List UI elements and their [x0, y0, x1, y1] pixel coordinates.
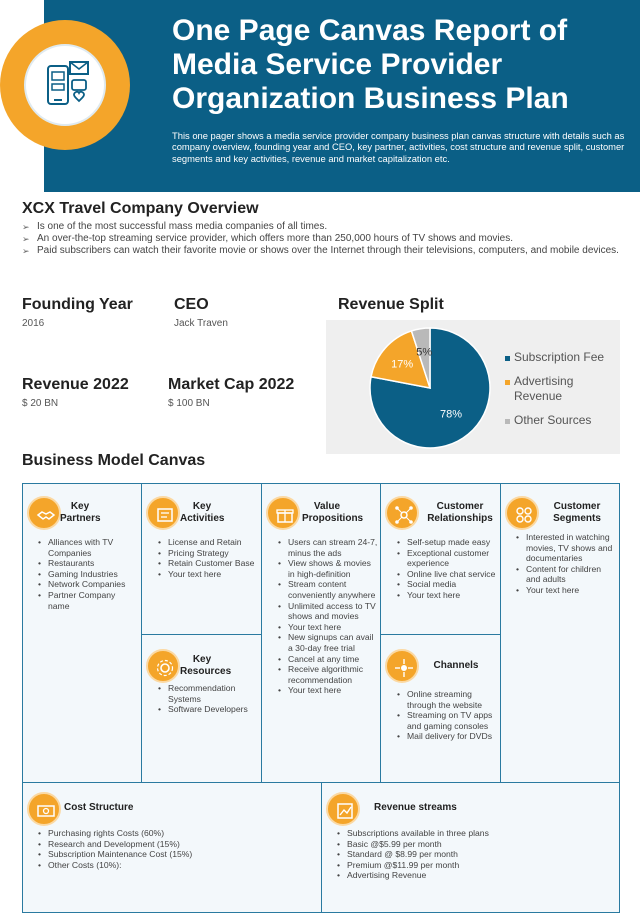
- cost-structure-list: [38, 828, 308, 870]
- activities-icon: [146, 496, 180, 530]
- grid-line: [261, 483, 262, 782]
- founding-year-value: 2016: [22, 318, 45, 329]
- ceo-label: CEO: [174, 296, 209, 313]
- segments-icon: [505, 496, 539, 530]
- list-item: • Premium @$11.99 per month: [337, 860, 607, 871]
- list-item: • Streaming on TV apps and gaming consoles: [397, 710, 497, 731]
- grid-line: [22, 483, 620, 484]
- list-item: • View shows & movies in high-definition: [278, 558, 378, 579]
- ceo-value: Jack Traven: [174, 318, 228, 329]
- list-item: • Online streaming through the website: [397, 689, 497, 710]
- list-item: • License and Retain: [158, 537, 258, 548]
- legend-item: Advertising Revenue: [505, 374, 617, 404]
- list-item: • Network Companies: [38, 579, 138, 590]
- list-item: • Mail delivery for DVDs: [397, 731, 497, 742]
- pie-data-label: 17%: [391, 358, 414, 371]
- revenue-value: $ 20 BN: [22, 398, 59, 409]
- list-item: • Subscription Maintenance Cost (15%): [38, 849, 308, 860]
- list-item: • Self-setup made easy: [397, 537, 499, 548]
- grid-line: [141, 634, 261, 635]
- page-subtitle: This one pager shows a media service provider company business plan canvas structure with details such as company overview, founding year and CEO, key partner, activities, cost structure and revenue split, customer segments and key activities, revenue and market capitalization etc.: [172, 130, 625, 164]
- market-cap-label: Market Cap 2022: [168, 376, 295, 393]
- list-item: • Exceptional customer experience: [397, 548, 499, 569]
- list-item: • Other Costs (10%):: [38, 860, 308, 871]
- list-item: • Recommendation Systems: [158, 683, 258, 704]
- key-activities-list: [158, 537, 258, 579]
- network-icon: [385, 496, 419, 530]
- list-item: • Your text here: [278, 685, 378, 696]
- money-icon: [27, 792, 61, 826]
- revenue-label: Revenue 2022: [22, 376, 129, 393]
- grid-line: [141, 483, 142, 782]
- overview-bullet: ➢ An over-the-top streaming service provider, which offers more than 250,000 hours of TV shows and movies.: [22, 233, 513, 245]
- customer-segments-list: [516, 532, 616, 596]
- list-item: • Cancel at any time: [278, 654, 378, 665]
- value-propositions-list: [278, 537, 378, 696]
- list-item: • Research and Development (15%): [38, 839, 308, 850]
- list-item: • Restaurants: [38, 558, 138, 569]
- media-service-logo-icon: [24, 44, 106, 126]
- list-item: • Online live chat service: [397, 569, 499, 580]
- customer-relationships-list: [397, 537, 499, 601]
- grid-line: [380, 483, 381, 782]
- cost-structure-heading: Cost Structure: [64, 802, 134, 813]
- founding-year-label: Founding Year: [22, 296, 133, 313]
- gears-icon: [146, 649, 180, 683]
- grid-line: [380, 634, 500, 635]
- list-item: • Subscriptions available in three plans: [337, 828, 607, 839]
- arrow-bullet-icon: ➢: [22, 234, 30, 245]
- grid-line: [321, 782, 322, 913]
- business-model-canvas-title: Business Model Canvas: [22, 452, 206, 469]
- market-cap-value: $ 100 BN: [168, 398, 210, 409]
- list-item: • Pricing Strategy: [158, 548, 258, 559]
- pie-data-label: 78%: [440, 408, 463, 421]
- list-item: • Basic @$5.99 per month: [337, 839, 607, 850]
- list-item: • Advertising Revenue: [337, 870, 607, 881]
- list-item: • Content for children and adults: [516, 564, 616, 585]
- overview-bullet: ➢ Paid subscribers can watch their favorite movie or shows over the Internet through their televisions, computers, and mobile devices.: [22, 245, 619, 257]
- list-item: • New signups can avail a 30-day free trial: [278, 632, 378, 653]
- customer-relationships-heading: Customer Relationships: [427, 501, 493, 524]
- key-partners-list: [38, 537, 138, 611]
- list-item: • Your text here: [516, 585, 616, 596]
- list-item: • Your text here: [158, 569, 258, 580]
- channels-heading: Channels: [433, 660, 479, 671]
- arrow-bullet-icon: ➢: [22, 246, 30, 257]
- list-item: • Your text here: [397, 590, 499, 601]
- list-item: • Interested in watching movies, TV shows and documentaries: [516, 532, 616, 564]
- list-item: • Social media: [397, 579, 499, 590]
- list-item: • Retain Customer Base: [158, 558, 258, 569]
- overview-title: XCX Travel Company Overview: [22, 200, 259, 217]
- overview-bullet: ➢ Is one of the most successful mass media companies of all times.: [22, 221, 328, 232]
- list-item: • Standard @ $8.99 per month: [337, 849, 607, 860]
- key-resources-heading: Key Resources: [180, 654, 232, 677]
- grid-line: [22, 483, 23, 913]
- gift-icon: [266, 496, 300, 530]
- channels-list: [397, 689, 497, 742]
- list-item: • Unlimited access to TV shows and movies: [278, 601, 378, 622]
- grid-line: [500, 483, 501, 782]
- pie-data-label: 5%: [416, 346, 433, 359]
- list-item: • Users can stream 24-7, minus the ads: [278, 537, 378, 558]
- customer-segments-heading: Customer Segments: [553, 501, 601, 524]
- handshake-icon: [27, 496, 61, 530]
- arrow-bullet-icon: ➢: [22, 222, 30, 232]
- pie-legend: [505, 350, 617, 437]
- key-resources-list: [158, 683, 258, 715]
- revenue-streams-heading: Revenue streams: [374, 802, 457, 813]
- revenue-split-title: Revenue Split: [338, 296, 444, 313]
- list-item: • Partner Company name: [38, 590, 138, 611]
- revenue-streams-list: [337, 828, 607, 881]
- page-title: One Page Canvas Report of Media Service Provider Organization Business Plan: [172, 14, 569, 115]
- channels-icon: [385, 649, 419, 683]
- legend-swatch: [505, 356, 510, 361]
- header: [0, 0, 640, 192]
- grid-line: [619, 483, 620, 913]
- list-item: • Your text here: [278, 622, 378, 633]
- key-activities-heading: Key Activities: [180, 501, 225, 524]
- list-item: • Stream content conveniently anywhere: [278, 579, 378, 600]
- list-item: • Purchasing rights Costs (60%): [38, 828, 308, 839]
- legend-item: Other Sources: [505, 413, 617, 428]
- key-partners-heading: Key Partners: [60, 501, 101, 524]
- revenue-pie-chart: [326, 320, 506, 454]
- list-item: • Alliances with TV Companies: [38, 537, 138, 558]
- list-item: • Software Developers: [158, 704, 258, 715]
- list-item: • Gaming Industries: [38, 569, 138, 580]
- legend-swatch: [505, 380, 510, 385]
- overview-list: [22, 221, 622, 258]
- legend-swatch: [505, 419, 510, 424]
- list-item: • Receive algorithmic recommendation: [278, 664, 378, 685]
- revenue-icon: [326, 792, 360, 826]
- legend-item: Subscription Fee: [505, 350, 617, 365]
- value-propositions-heading: Value Propositions: [302, 501, 364, 524]
